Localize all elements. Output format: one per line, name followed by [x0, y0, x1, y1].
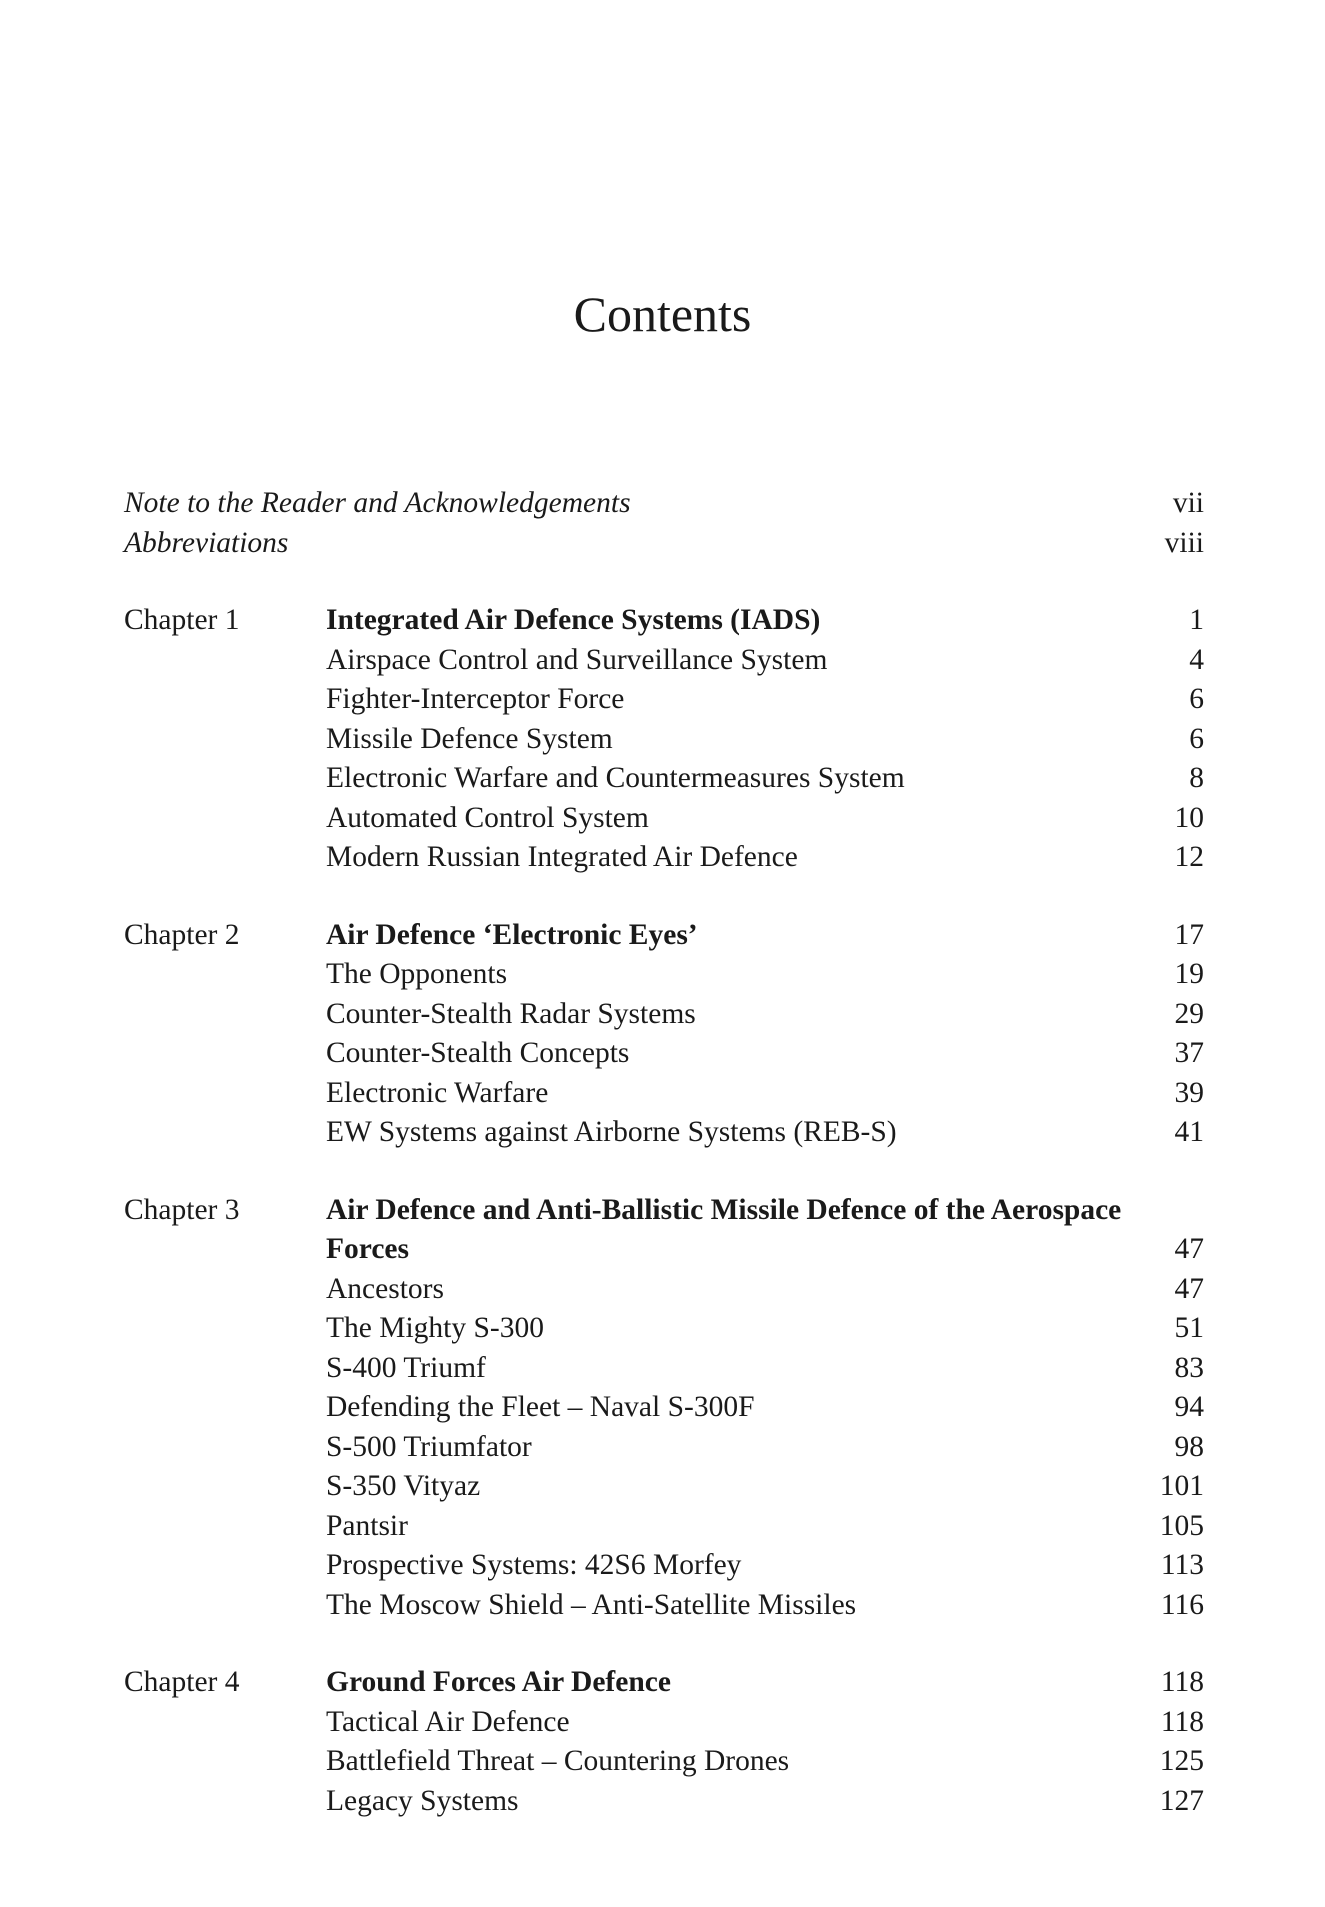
- entry-title: Tactical Air Defence: [326, 1705, 570, 1738]
- section-entry[interactable]: [326, 955, 1204, 995]
- entry-title: Note to the Reader and Acknowledgements: [124, 487, 631, 519]
- entry-title: Fighter-Interceptor Force: [326, 683, 625, 715]
- page-number: 98: [1174, 1430, 1204, 1463]
- section-entry[interactable]: [326, 995, 1204, 1035]
- page-number: 41: [1174, 1116, 1204, 1148]
- section-entry[interactable]: [326, 799, 1204, 839]
- entry-title: S-500 Triumfator: [326, 1430, 532, 1463]
- page-number: 83: [1174, 1351, 1204, 1384]
- page-number: 39: [1174, 1076, 1204, 1109]
- entry-title: Air Defence and Anti-Ballistic Missile Defence of the Aerospace Forces: [326, 1193, 1122, 1265]
- chapter-4: [124, 1663, 1204, 1821]
- section-entry[interactable]: [326, 1270, 1204, 1310]
- entry-title: Legacy Systems: [326, 1784, 519, 1817]
- page-number: 12: [1174, 841, 1204, 873]
- entry-title: Battlefield Threat – Countering Drones: [326, 1745, 790, 1777]
- page-number: 19: [1174, 958, 1204, 990]
- page-number: 127: [1159, 1784, 1204, 1817]
- section-entry[interactable]: [326, 720, 1204, 760]
- page-number: 4: [1189, 643, 1204, 676]
- page-number: 116: [1160, 1588, 1204, 1621]
- section-entry[interactable]: [326, 1428, 1204, 1468]
- section-entry[interactable]: [326, 1507, 1204, 1547]
- entry-title: Airspace Control and Surveillance System: [326, 643, 828, 676]
- page-number: viii: [1164, 526, 1204, 559]
- entry-title: Pantsir: [326, 1509, 408, 1542]
- table-of-contents: [124, 484, 1204, 1821]
- section-entry[interactable]: [326, 1467, 1204, 1507]
- section-entry[interactable]: [326, 1782, 1204, 1822]
- page-number: 10: [1174, 801, 1204, 834]
- section-entry[interactable]: [326, 1703, 1204, 1743]
- chapter-heading[interactable]: [326, 1663, 1204, 1703]
- page-number: 51: [1174, 1312, 1204, 1344]
- chapter-1: [124, 601, 1204, 878]
- chapter-label: Chapter 3: [124, 1193, 240, 1226]
- entry-title: The Opponents: [326, 958, 508, 990]
- chapter-label: Chapter 2: [124, 918, 240, 951]
- entry-title: Ancestors: [326, 1272, 444, 1305]
- page-number: 37: [1174, 1037, 1204, 1069]
- entry-title: Abbreviations: [124, 526, 289, 559]
- chapter-heading[interactable]: [326, 916, 1204, 956]
- section-entry[interactable]: [326, 641, 1204, 681]
- entry-title: The Mighty S-300: [326, 1312, 544, 1344]
- entry-title: Counter-Stealth Concepts: [326, 1037, 630, 1069]
- page-number: 6: [1189, 683, 1204, 715]
- entry-title: The Moscow Shield – Anti-Satellite Missiles: [326, 1588, 857, 1621]
- section-entry[interactable]: [326, 1586, 1204, 1626]
- page-number: 94: [1174, 1391, 1204, 1423]
- section-entry[interactable]: [326, 680, 1204, 720]
- section-entry[interactable]: [326, 759, 1204, 799]
- entry-title: Electronic Warfare: [326, 1076, 549, 1109]
- section-entry[interactable]: [326, 1388, 1204, 1428]
- entry-title: S-400 Triumf: [326, 1351, 486, 1384]
- entry-title: Ground Forces Air Defence: [326, 1666, 671, 1698]
- entry-title: Electronic Warfare and Countermeasures System: [326, 762, 905, 794]
- chapter-3: [124, 1191, 1204, 1626]
- page-title: Contents: [573, 285, 752, 342]
- entry-title: Integrated Air Defence Systems (IADS): [326, 604, 821, 636]
- page-number: 1: [1189, 604, 1204, 636]
- page-number: 47: [1174, 1233, 1204, 1265]
- section-entry[interactable]: [326, 1034, 1204, 1074]
- page-number: 118: [1160, 1666, 1204, 1698]
- chapter-label: Chapter 1: [124, 604, 240, 636]
- section-entry[interactable]: [326, 1546, 1204, 1586]
- page-number: 118: [1160, 1705, 1204, 1738]
- front-matter: [124, 484, 1204, 563]
- section-entry[interactable]: [326, 1349, 1204, 1389]
- entry-title: S-350 Vityaz: [326, 1470, 481, 1502]
- page-number: vii: [1172, 487, 1204, 519]
- page-number: 17: [1174, 918, 1204, 951]
- front-matter-entry[interactable]: [124, 484, 1204, 524]
- page-number: 105: [1159, 1509, 1204, 1542]
- page-number: 113: [1160, 1549, 1204, 1581]
- page-number: 6: [1189, 722, 1204, 755]
- entry-title: Prospective Systems: 42S6 Morfey: [326, 1549, 742, 1581]
- section-entry[interactable]: [326, 1074, 1204, 1114]
- entry-title: Automated Control System: [326, 801, 649, 834]
- entry-title: Modern Russian Integrated Air Defence: [326, 841, 798, 873]
- chapter-heading[interactable]: [326, 601, 1204, 641]
- page-number: 8: [1189, 762, 1204, 794]
- page-number: 29: [1174, 997, 1204, 1030]
- chapter-heading[interactable]: [326, 1191, 1204, 1270]
- entry-title: EW Systems against Airborne Systems (REB-S): [326, 1116, 897, 1148]
- entry-title: Air Defence ‘Electronic Eyes’: [326, 918, 698, 951]
- page-number: 47: [1174, 1272, 1204, 1305]
- section-entry[interactable]: [326, 1113, 1204, 1153]
- section-entry[interactable]: [326, 1309, 1204, 1349]
- chapter-2: [124, 916, 1204, 1153]
- section-entry[interactable]: [326, 838, 1204, 878]
- front-matter-entry[interactable]: [124, 524, 1204, 564]
- section-entry[interactable]: [326, 1742, 1204, 1782]
- page-number: 101: [1159, 1470, 1204, 1502]
- entry-title: Counter-Stealth Radar Systems: [326, 997, 696, 1030]
- page-number: 125: [1159, 1745, 1204, 1777]
- entry-title: Missile Defence System: [326, 722, 613, 755]
- entry-title: Defending the Fleet – Naval S-300F: [326, 1391, 755, 1423]
- chapter-label: Chapter 4: [124, 1666, 240, 1698]
